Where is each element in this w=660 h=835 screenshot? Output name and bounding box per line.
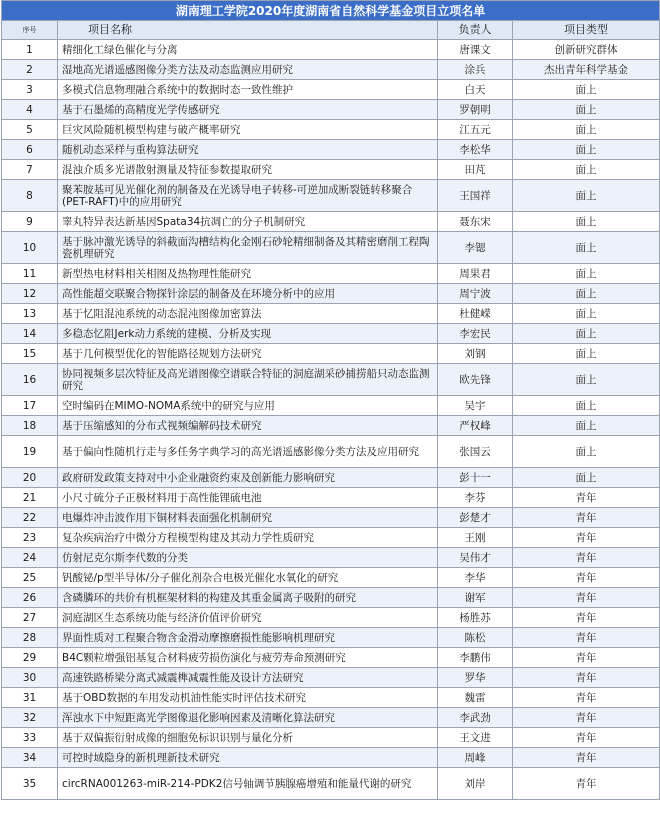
table-row bbox=[2, 768, 660, 800]
row-name-cell: 洞庭湖区生态系统功能与经济价值评价研究 bbox=[58, 608, 438, 628]
table-row bbox=[2, 436, 660, 468]
row-name-cell: 界面性质对工程聚合物含金滑动摩擦磨损性能影响机理研究 bbox=[58, 628, 438, 648]
table-title: 湖南理工学院2020年度湖南省自然科学基金项目立项名单 bbox=[2, 1, 660, 21]
row-type-cell: 青年 bbox=[513, 648, 660, 668]
row-leader-cell: 白天 bbox=[438, 80, 513, 100]
row-no-cell: 14 bbox=[2, 324, 58, 344]
row-no-cell: 21 bbox=[2, 488, 58, 508]
row-no-cell: 8 bbox=[2, 180, 58, 212]
row-type-cell: 面上 bbox=[513, 304, 660, 324]
row-leader-cell: 欧先锋 bbox=[438, 364, 513, 396]
header-type: 项目类型 bbox=[513, 21, 660, 40]
table-row bbox=[2, 628, 660, 648]
row-type-cell: 杰出青年科学基金 bbox=[513, 60, 660, 80]
row-leader-cell: 魏雷 bbox=[438, 688, 513, 708]
row-name-cell: 基于双偏振衍射成像的细胞免标识识别与量化分析 bbox=[58, 728, 438, 748]
row-leader-cell: 李宏民 bbox=[438, 324, 513, 344]
row-name-cell: 仿射尼克尔斯李代数的分类 bbox=[58, 548, 438, 568]
row-name-cell: 随机动态采样与重构算法研究 bbox=[58, 140, 438, 160]
row-name-cell: circRNA001263-miR-214-PDK2信号轴调节胰腺癌增殖和能量代谢的研究 bbox=[58, 768, 438, 800]
row-name-cell: 聚苯胺基可见光催化剂的制备及在光诱导电子转移-可逆加成断裂链转移聚合(PET-RAFT)中的应用研究 bbox=[58, 180, 438, 212]
row-type-cell: 创新研究群体 bbox=[513, 40, 660, 60]
row-name-cell: 可控时域隐身的新机理新技术研究 bbox=[58, 748, 438, 768]
table-row bbox=[2, 60, 660, 80]
row-type-cell: 面上 bbox=[513, 212, 660, 232]
row-name-cell: 复杂疾病治疗中微分方程模型构建及其动力学性质研究 bbox=[58, 528, 438, 548]
row-type-cell: 面上 bbox=[513, 416, 660, 436]
row-type-cell: 面上 bbox=[513, 160, 660, 180]
row-leader-cell: 李锶 bbox=[438, 232, 513, 264]
table-row bbox=[2, 688, 660, 708]
row-no-cell: 2 bbox=[2, 60, 58, 80]
row-leader-cell: 周宁波 bbox=[438, 284, 513, 304]
row-no-cell: 23 bbox=[2, 528, 58, 548]
row-name-cell: B4C颗粒增强铝基复合材料疲劳损伤演化与疲劳寿命预测研究 bbox=[58, 648, 438, 668]
row-no-cell: 32 bbox=[2, 708, 58, 728]
row-no-cell: 18 bbox=[2, 416, 58, 436]
row-no-cell: 10 bbox=[2, 232, 58, 264]
row-name-cell: 多模式信息物理融合系统中的数据时态一致性维护 bbox=[58, 80, 438, 100]
row-name-cell: 高速铁路桥梁分离式减震榫减震性能及设计方法研究 bbox=[58, 668, 438, 688]
row-leader-cell: 刘岸 bbox=[438, 768, 513, 800]
row-name-cell: 高性能超交联聚合物探针涂层的制备及在环境分析中的应用 bbox=[58, 284, 438, 304]
table-row bbox=[2, 160, 660, 180]
table-row bbox=[2, 508, 660, 528]
table-row bbox=[2, 80, 660, 100]
row-no-cell: 30 bbox=[2, 668, 58, 688]
row-type-cell: 面上 bbox=[513, 436, 660, 468]
table-row bbox=[2, 708, 660, 728]
row-leader-cell: 周果君 bbox=[438, 264, 513, 284]
row-name-cell: 基于脉冲激光诱导的斜截面沟槽结构化金刚石砂轮精细制备及其精密磨削工程陶瓷机理研究 bbox=[58, 232, 438, 264]
row-no-cell: 6 bbox=[2, 140, 58, 160]
table-row bbox=[2, 468, 660, 488]
row-type-cell: 青年 bbox=[513, 768, 660, 800]
row-no-cell: 26 bbox=[2, 588, 58, 608]
row-type-cell: 面上 bbox=[513, 100, 660, 120]
row-no-cell: 13 bbox=[2, 304, 58, 324]
row-leader-cell: 李芬 bbox=[438, 488, 513, 508]
table-row bbox=[2, 324, 660, 344]
row-leader-cell: 王刚 bbox=[438, 528, 513, 548]
row-no-cell: 7 bbox=[2, 160, 58, 180]
header-leader: 负责人 bbox=[438, 21, 513, 40]
table-row bbox=[2, 120, 660, 140]
row-leader-cell: 田芃 bbox=[438, 160, 513, 180]
row-no-cell: 17 bbox=[2, 396, 58, 416]
row-name-cell: 基于偏向性随机行走与多任务字典学习的高光谱遥感影像分类方法及应用研究 bbox=[58, 436, 438, 468]
row-no-cell: 5 bbox=[2, 120, 58, 140]
row-type-cell: 青年 bbox=[513, 528, 660, 548]
row-leader-cell: 李武劲 bbox=[438, 708, 513, 728]
table-row bbox=[2, 232, 660, 264]
row-leader-cell: 李鹏伟 bbox=[438, 648, 513, 668]
row-leader-cell: 罗华 bbox=[438, 668, 513, 688]
row-type-cell: 青年 bbox=[513, 708, 660, 728]
header-row bbox=[2, 21, 660, 40]
table-row bbox=[2, 648, 660, 668]
row-name-cell: 空时编码在MIMO-NOMA系统中的研究与应用 bbox=[58, 396, 438, 416]
row-type-cell: 面上 bbox=[513, 140, 660, 160]
row-leader-cell: 周峰 bbox=[438, 748, 513, 768]
row-name-cell: 巨灾风险随机模型构建与破产概率研究 bbox=[58, 120, 438, 140]
row-type-cell: 面上 bbox=[513, 120, 660, 140]
row-leader-cell: 王文进 bbox=[438, 728, 513, 748]
table-row bbox=[2, 416, 660, 436]
row-type-cell: 面上 bbox=[513, 180, 660, 212]
row-no-cell: 12 bbox=[2, 284, 58, 304]
row-type-cell: 青年 bbox=[513, 668, 660, 688]
row-name-cell: 睾丸特异表达新基因Spata34抗凋亡的分子机制研究 bbox=[58, 212, 438, 232]
row-no-cell: 27 bbox=[2, 608, 58, 628]
row-no-cell: 33 bbox=[2, 728, 58, 748]
row-type-cell: 青年 bbox=[513, 508, 660, 528]
table-row bbox=[2, 40, 660, 60]
row-leader-cell: 江五元 bbox=[438, 120, 513, 140]
row-name-cell: 多稳态忆阻Jerk动力系统的建模、分析及实现 bbox=[58, 324, 438, 344]
row-type-cell: 青年 bbox=[513, 748, 660, 768]
row-no-cell: 34 bbox=[2, 748, 58, 768]
table-row bbox=[2, 668, 660, 688]
table-row bbox=[2, 588, 660, 608]
row-leader-cell: 吴宇 bbox=[438, 396, 513, 416]
row-name-cell: 基于忆阻混沌系统的动态混沌图像加密算法 bbox=[58, 304, 438, 324]
table-row bbox=[2, 608, 660, 628]
row-no-cell: 20 bbox=[2, 468, 58, 488]
table-row bbox=[2, 728, 660, 748]
table-row bbox=[2, 212, 660, 232]
row-leader-cell: 彭楚才 bbox=[438, 508, 513, 528]
row-type-cell: 青年 bbox=[513, 728, 660, 748]
row-name-cell: 协同视频多层次特征及高光谱图像空谱联合特征的洞庭湖采砂捕捞船只动态监测研究 bbox=[58, 364, 438, 396]
row-leader-cell: 彭十一 bbox=[438, 468, 513, 488]
row-type-cell: 面上 bbox=[513, 264, 660, 284]
table-body bbox=[2, 40, 660, 800]
table-row bbox=[2, 140, 660, 160]
row-type-cell: 面上 bbox=[513, 284, 660, 304]
row-no-cell: 35 bbox=[2, 768, 58, 800]
table-row bbox=[2, 100, 660, 120]
row-type-cell: 面上 bbox=[513, 232, 660, 264]
row-name-cell: 基于压缩感知的分布式视频编解码技术研究 bbox=[58, 416, 438, 436]
row-type-cell: 青年 bbox=[513, 488, 660, 508]
row-type-cell: 面上 bbox=[513, 364, 660, 396]
row-leader-cell: 李华 bbox=[438, 568, 513, 588]
row-name-cell: 湿地高光谱遥感图像分类方法及动态监测应用研究 bbox=[58, 60, 438, 80]
table-row bbox=[2, 344, 660, 364]
row-name-cell: 电爆炸冲击波作用下铜材料表面强化机制研究 bbox=[58, 508, 438, 528]
row-leader-cell: 严权峰 bbox=[438, 416, 513, 436]
header-name: 项目名称 bbox=[58, 21, 438, 40]
row-leader-cell: 陈松 bbox=[438, 628, 513, 648]
project-list-sheet bbox=[1, 0, 659, 800]
row-type-cell: 青年 bbox=[513, 568, 660, 588]
row-name-cell: 基于OBD数据的车用发动机油性能实时评估技术研究 bbox=[58, 688, 438, 708]
row-type-cell: 青年 bbox=[513, 688, 660, 708]
row-no-cell: 24 bbox=[2, 548, 58, 568]
header-no: 序号 bbox=[2, 21, 58, 40]
row-leader-cell: 杜健嵘 bbox=[438, 304, 513, 324]
row-name-cell: 政府研发政策支持对中小企业融资约束及创新能力影响研究 bbox=[58, 468, 438, 488]
row-no-cell: 11 bbox=[2, 264, 58, 284]
row-name-cell: 精细化工绿色催化与分离 bbox=[58, 40, 438, 60]
project-table bbox=[1, 0, 660, 800]
row-leader-cell: 聂东宋 bbox=[438, 212, 513, 232]
row-type-cell: 面上 bbox=[513, 344, 660, 364]
row-leader-cell: 罗朝明 bbox=[438, 100, 513, 120]
row-name-cell: 混浊介质多光谱散射测量及特征参数提取研究 bbox=[58, 160, 438, 180]
table-row bbox=[2, 568, 660, 588]
row-no-cell: 25 bbox=[2, 568, 58, 588]
row-leader-cell: 涂兵 bbox=[438, 60, 513, 80]
table-row bbox=[2, 264, 660, 284]
table-row bbox=[2, 396, 660, 416]
row-no-cell: 28 bbox=[2, 628, 58, 648]
table-row bbox=[2, 528, 660, 548]
row-name-cell: 基于石墨烯的高精度光学传感研究 bbox=[58, 100, 438, 120]
row-type-cell: 青年 bbox=[513, 628, 660, 648]
row-name-cell: 小尺寸硫分子正极材料用于高性能锂硫电池 bbox=[58, 488, 438, 508]
row-type-cell: 青年 bbox=[513, 588, 660, 608]
row-leader-cell: 王国祥 bbox=[438, 180, 513, 212]
row-no-cell: 1 bbox=[2, 40, 58, 60]
row-no-cell: 19 bbox=[2, 436, 58, 468]
row-no-cell: 3 bbox=[2, 80, 58, 100]
row-type-cell: 青年 bbox=[513, 608, 660, 628]
row-type-cell: 面上 bbox=[513, 396, 660, 416]
row-no-cell: 9 bbox=[2, 212, 58, 232]
row-no-cell: 31 bbox=[2, 688, 58, 708]
row-no-cell: 15 bbox=[2, 344, 58, 364]
row-name-cell: 浑浊水下中短距离光学图像退化影响因素及清晰化算法研究 bbox=[58, 708, 438, 728]
table-row bbox=[2, 284, 660, 304]
row-no-cell: 22 bbox=[2, 508, 58, 528]
row-leader-cell: 李松华 bbox=[438, 140, 513, 160]
row-name-cell: 含磷膦环的共价有机框架材料的构建及其重金属离子吸附的研究 bbox=[58, 588, 438, 608]
row-type-cell: 面上 bbox=[513, 468, 660, 488]
table-row bbox=[2, 488, 660, 508]
row-leader-cell: 杨胜苏 bbox=[438, 608, 513, 628]
row-leader-cell: 刘钢 bbox=[438, 344, 513, 364]
row-type-cell: 面上 bbox=[513, 324, 660, 344]
row-leader-cell: 吴伟才 bbox=[438, 548, 513, 568]
row-type-cell: 青年 bbox=[513, 548, 660, 568]
row-no-cell: 16 bbox=[2, 364, 58, 396]
row-name-cell: 新型热电材料相关相图及热物理性能研究 bbox=[58, 264, 438, 284]
table-row bbox=[2, 748, 660, 768]
row-type-cell: 面上 bbox=[513, 80, 660, 100]
row-no-cell: 29 bbox=[2, 648, 58, 668]
row-name-cell: 基于几何模型优化的智能路径规划方法研究 bbox=[58, 344, 438, 364]
row-leader-cell: 谢军 bbox=[438, 588, 513, 608]
table-row bbox=[2, 548, 660, 568]
row-leader-cell: 唐课文 bbox=[438, 40, 513, 60]
row-leader-cell: 张国云 bbox=[438, 436, 513, 468]
table-row bbox=[2, 304, 660, 324]
row-no-cell: 4 bbox=[2, 100, 58, 120]
table-row bbox=[2, 180, 660, 212]
table-row bbox=[2, 364, 660, 396]
row-name-cell: 钒酸铋/p型半导体/分子催化剂杂合电极光催化水氧化的研究 bbox=[58, 568, 438, 588]
